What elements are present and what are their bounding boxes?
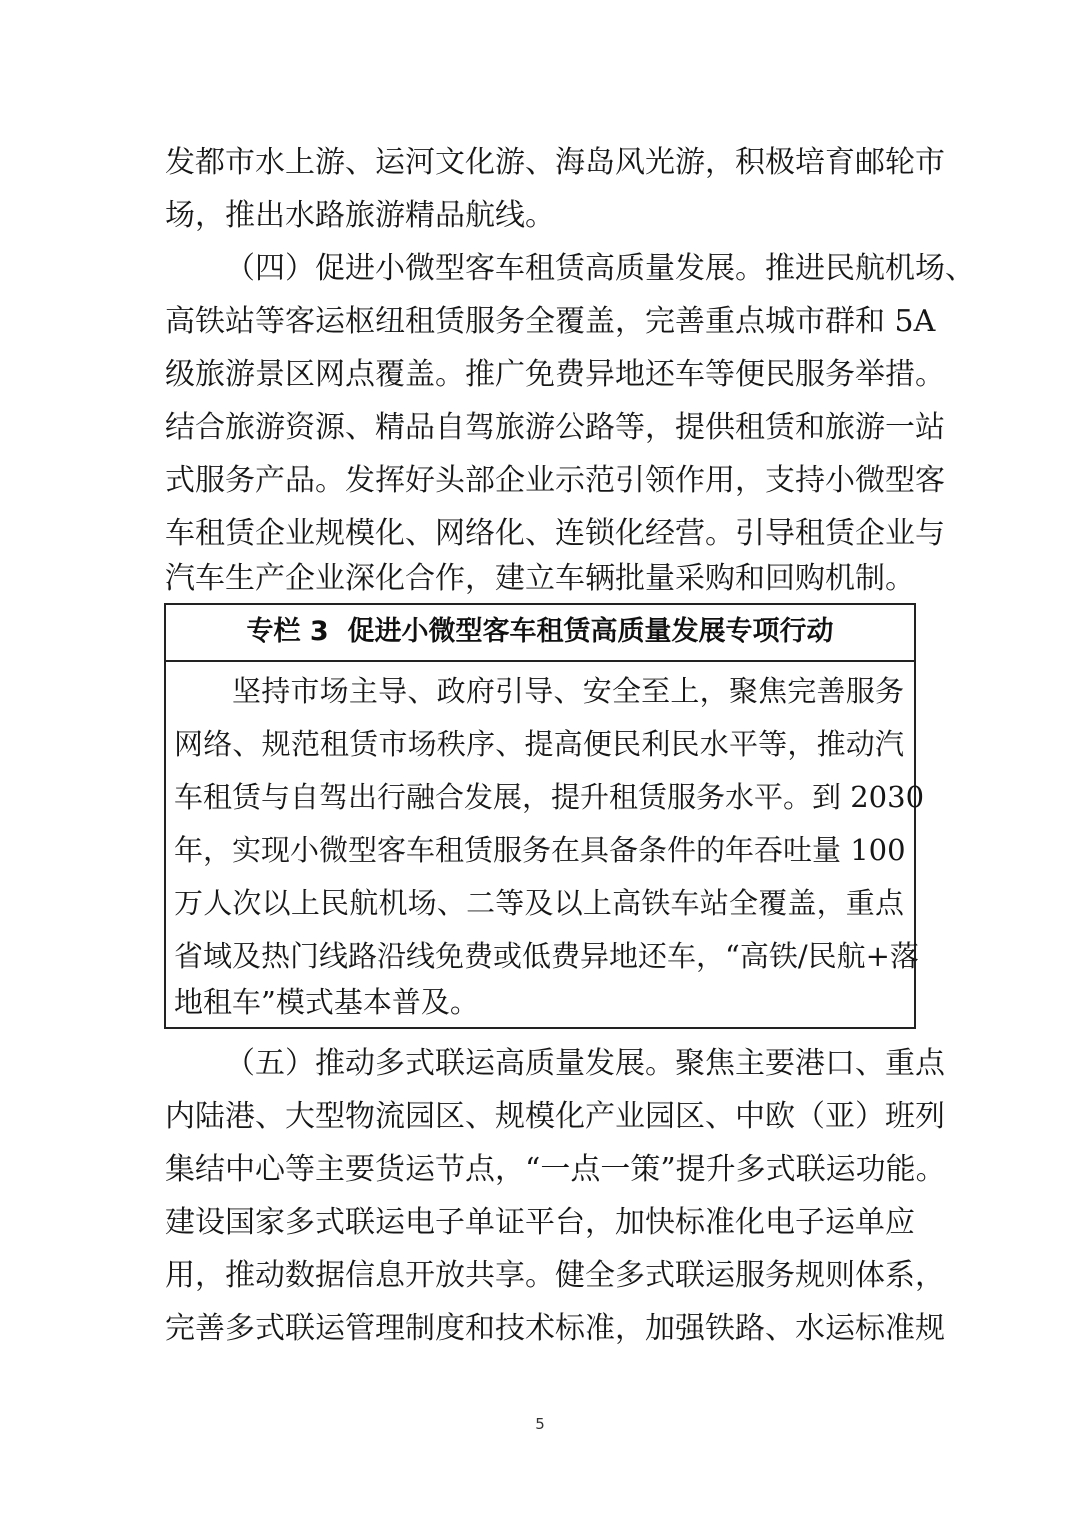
special-column-line: 车租赁与自驾出行融合发展，提升租赁服务水平。到 2030 [174, 780, 925, 814]
paragraph-line: 完善多式联运管理制度和技术标准，加强铁路、水运标准规 [165, 1311, 945, 1346]
paragraph-line: 用，推动数据信息开放共享。健全多式联运服务规则体系， [165, 1258, 945, 1293]
special-column-line: 坚持市场主导、政府引导、安全至上，聚焦完善服务 [232, 674, 904, 708]
paragraph-line: 级旅游景区网点覆盖。推广免费异地还车等便民服务举措。 [165, 357, 945, 392]
paragraph-line: 汽车生产企业深化合作，建立车辆批量采购和回购机制。 [165, 561, 915, 596]
paragraph-line: 结合旅游资源、精品自驾旅游公路等，提供租赁和旅游一站 [165, 410, 945, 445]
paragraph-line: 建设国家多式联运电子单证平台，加快标准化电子运单应 [165, 1205, 915, 1240]
paragraph-line: 高铁站等客运枢纽租赁服务全覆盖，完善重点城市群和 5A [165, 304, 936, 339]
special-column-title: 专栏 3 促进小微型客车租赁高质量发展专项行动 [246, 616, 834, 647]
special-column-line: 地租车”模式基本普及。 [174, 985, 479, 1019]
special-column-divider [164, 660, 916, 662]
special-column-line: 年，实现小微型客车租赁服务在具备条件的年吞吐量 100 [174, 833, 906, 867]
paragraph-line: 场，推出水路旅游精品航线。 [165, 198, 555, 233]
special-column-line: 省域及热门线路沿线免费或低费异地还车，“高铁/民航+落 [174, 939, 919, 973]
paragraph-line: 内陆港、大型物流园区、规模化产业园区、中欧（亚）班列 [165, 1099, 945, 1134]
section-four-heading-line: （四）促进小微型客车租赁高质量发展。推进民航机场、 [225, 251, 975, 286]
section-five-heading-line: （五）推动多式联运高质量发展。聚焦主要港口、重点 [225, 1046, 945, 1081]
paragraph-line: 式服务产品。发挥好头部企业示范引领作用，支持小微型客 [165, 463, 945, 498]
paragraph-line: 集结中心等主要货运节点，“一点一策”提升多式联运功能。 [165, 1152, 946, 1187]
paragraph-line: 车租赁企业规模化、网络化、连锁化经营。引导租赁企业与 [165, 516, 945, 551]
special-column-line: 万人次以上民航机场、二等及以上高铁车站全覆盖，重点 [174, 886, 904, 920]
paragraph-line: 发都市水上游、运河文化游、海岛风光游，积极培育邮轮市 [165, 145, 945, 180]
special-column-line: 网络、规范租赁市场秩序、提高便民利民水平等，推动汽 [174, 727, 904, 761]
page-number: 5 [535, 1415, 545, 1433]
